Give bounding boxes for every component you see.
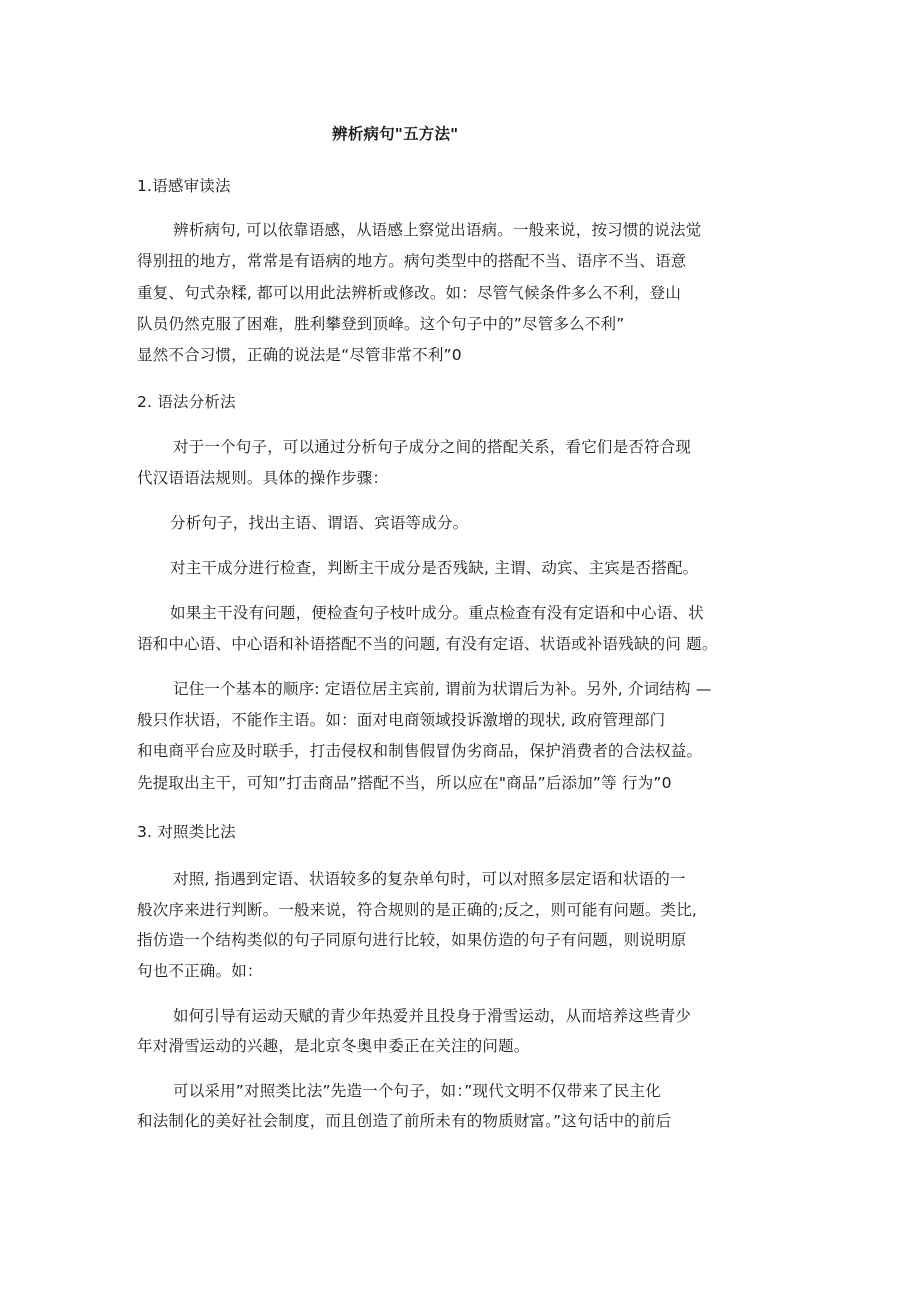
paragraph-line: 语和中心语、中心语和补语搭配不当的问题, 有没有定语、状语或补语残缺的问 题。 <box>137 635 718 653</box>
document-title: 辨析病句"五方法" <box>332 125 459 143</box>
paragraph-line: 对于一个句子，可以通过分析句子成分之间的搭配关系，看它们是否符合现 <box>173 438 692 456</box>
paragraph-line: 可以采用”对照类比法”先造一个句子，如：”现代文明不仅带来了民主化 <box>173 1082 661 1100</box>
paragraph-line: 记住一个基本的顺序: 定语位居主宾前, 谓前为状谓后为补。另外, 介词结构 — <box>173 680 712 698</box>
paragraph-line: 如何引导有运动天赋的青少年热爱并且投身于滑雪运动，从而培养这些青少 <box>173 1007 692 1025</box>
paragraph-line: 句也不正确。如： <box>137 962 263 980</box>
paragraph-line: 和电商平台应及时联手，打击侵权和制售假冒伪劣商品，保护消费者的合法权益。 <box>137 742 703 760</box>
paragraph-line: 辨析病句, 可以依靠语感，从语感上察觉出语病。一般来说，按习惯的说法觉 <box>173 221 702 239</box>
paragraph-line: 得别扭的地方，常常是有语病的地方。病句类型中的搭配不当、语序不当、语意 <box>137 252 687 270</box>
step-line-2: 对主干成分进行检查，判断主干成分是否残缺, 主谓、动宾、主宾是否搭配。 <box>170 559 699 577</box>
section-heading-1: 1.语感审读法 <box>137 177 231 195</box>
paragraph-line: 般只作状语，不能作主语。如：面对电商领域投诉激增的现状, 政府管理部门 <box>137 711 666 729</box>
paragraph-line: 如果主干没有问题，便检查句子枝叶成分。重点检查有没有定语和中心语、状 <box>170 604 704 622</box>
paragraph-line: 先提取出主干，可知”打击商品”搭配不当，所以应在"商品”后添加”等 行为”0 <box>137 774 672 792</box>
paragraph-line: 重复、句式杂糅, 都可以用此法辨析或修改。如：尽管气候条件多么不利，登山 <box>137 284 682 302</box>
paragraph-line: 显然不合习惯，正确的说法是“尽管非常不利”0 <box>137 346 462 364</box>
paragraph-line: 指仿造一个结构类似的句子同原句进行比较，如果仿造的句子有问题，则说明原 <box>137 931 687 949</box>
paragraph-line: 对照, 指遇到定语、状语较多的复杂单句时，可以对照多层定语和状语的一 <box>173 870 686 888</box>
paragraph-line: 队员仍然克服了困难，胜利攀登到顶峰。这个句子中的”尽管多么不利” <box>137 315 625 333</box>
paragraph-line: 代汉语语法规则。具体的操作步骤： <box>137 469 389 487</box>
section-heading-2: 2. 语法分析法 <box>137 393 236 411</box>
paragraph-line: 和法制化的美好社会制度，而且创造了前所未有的物质财富。”这句话中的前后 <box>137 1112 672 1130</box>
paragraph-line: 般次序来进行判断。一般来说，符合规则的是正确的;反之，则可能有问题。类比, <box>137 901 698 919</box>
step-line-1: 分析句子，找出主语、谓语、宾语等成分。 <box>170 514 469 532</box>
section-heading-3: 3. 对照类比法 <box>137 823 236 841</box>
paragraph-line: 年对滑雪运动的兴趣，是北京冬奥申委正在关注的问题。 <box>137 1037 530 1055</box>
